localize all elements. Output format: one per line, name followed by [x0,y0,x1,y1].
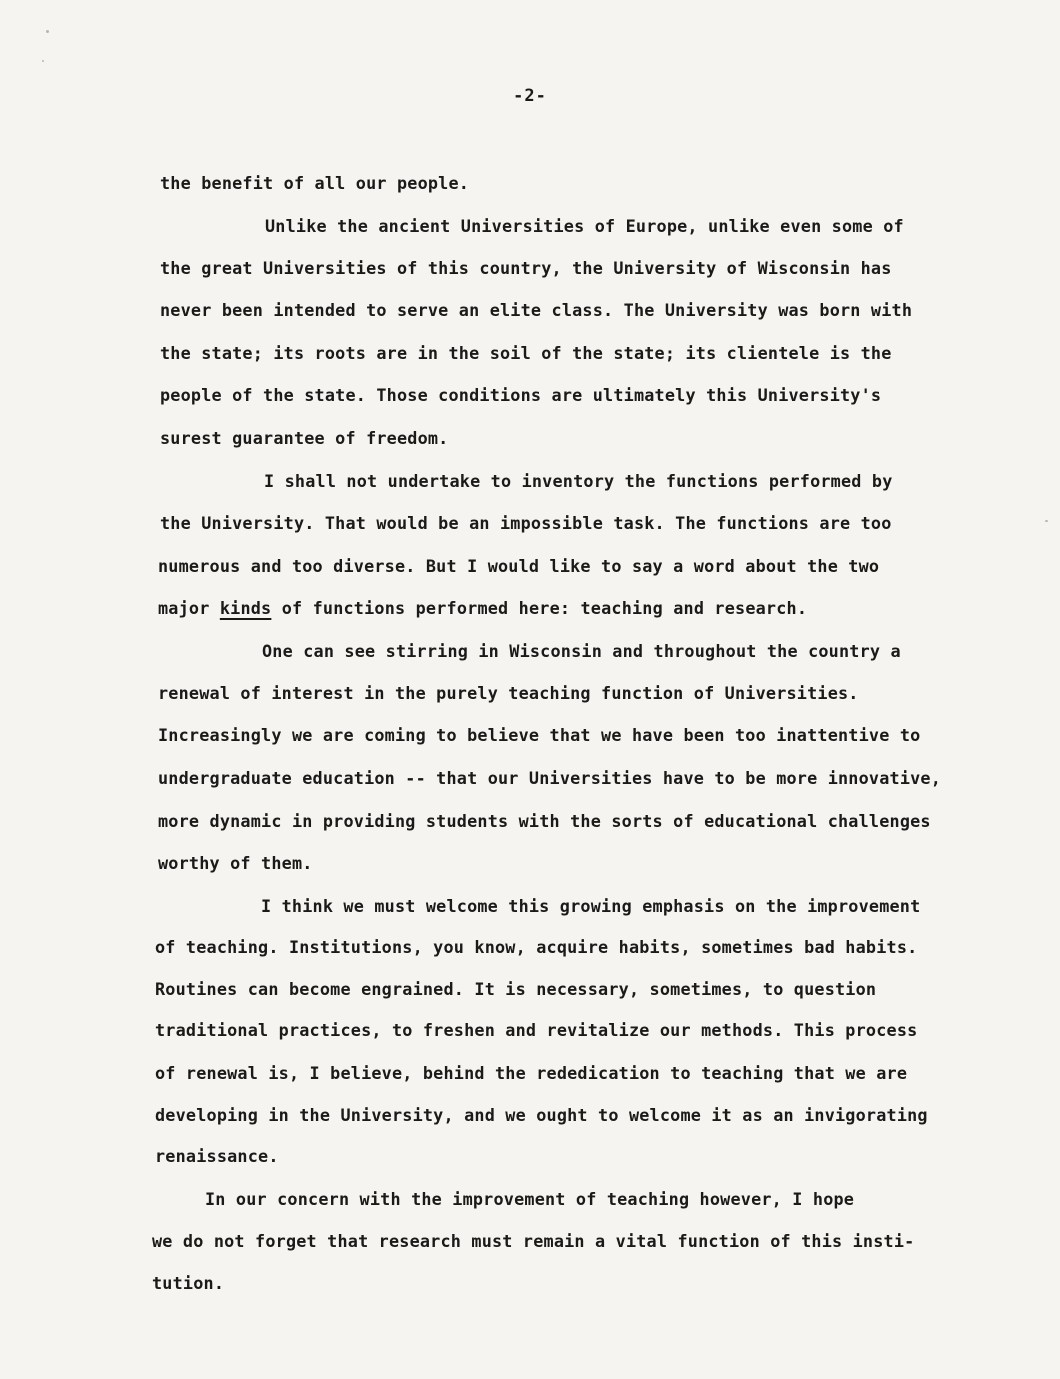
text-segment: major [158,598,210,618]
text-line: the great Universities of this country, the University of Wisconsin has [160,258,892,278]
text-line: Increasingly we are coming to believe that we have been too inattentive to [158,725,921,745]
paper-speck [46,30,49,33]
text-segment: of functions performed here: teaching and research. [281,598,808,618]
page-number: -2- [513,86,547,106]
text-line: people of the state. Those conditions are ultimately this University's [160,385,882,405]
text-line: the benefit of all our people. [160,173,470,193]
text-line: surest guarantee of freedom. [160,428,449,448]
text-line: traditional practices, to freshen and revitalize our methods. This process [155,1020,918,1040]
text-line: tution. [152,1273,225,1293]
text-line: Unlike the ancient Universities of Europe, unlike even some of [265,216,904,236]
text-line: never been intended to serve an elite class. The University was born with [160,300,913,320]
text-line: developing in the University, and we ought to welcome it as an invigorating [155,1105,928,1125]
text-line: Routines can become engrained. It is necessary, sometimes, to question [155,979,877,999]
text-line: worthy of them. [158,853,313,873]
text-line: renewal of interest in the purely teaching function of Universities. [158,683,859,703]
text-line: undergraduate education -- that our Universities have to be more innovative, [158,768,942,788]
text-line: numerous and too diverse. But I would like to say a word about the two [158,556,880,576]
text-line: In our concern with the improvement of teaching however, I hope [205,1189,855,1209]
text-line: renaissance. [155,1146,279,1166]
text-line: of teaching. Institutions, you know, acquire habits, sometimes bad habits. [155,937,918,957]
underlined-word: kinds [219,598,272,618]
text-line: the state; its roots are in the soil of the state; its clientele is the [160,343,892,363]
text-line: of renewal is, I believe, behind the rededication to teaching that we are [155,1063,908,1083]
text-line: we do not forget that research must remain a vital function of this insti- [152,1231,915,1251]
text-line-underlined [158,598,807,618]
text-line: the University. That would be an impossible task. The functions are too [160,513,892,533]
text-line: more dynamic in providing students with the sorts of educational challenges [158,811,931,831]
text-line: I shall not undertake to inventory the functions performed by [264,471,893,491]
paper-speck [1045,520,1048,522]
text-line: One can see stirring in Wisconsin and throughout the country a [262,641,901,661]
text-line: I think we must welcome this growing emphasis on the improvement [261,896,921,916]
paper-speck [42,60,44,62]
